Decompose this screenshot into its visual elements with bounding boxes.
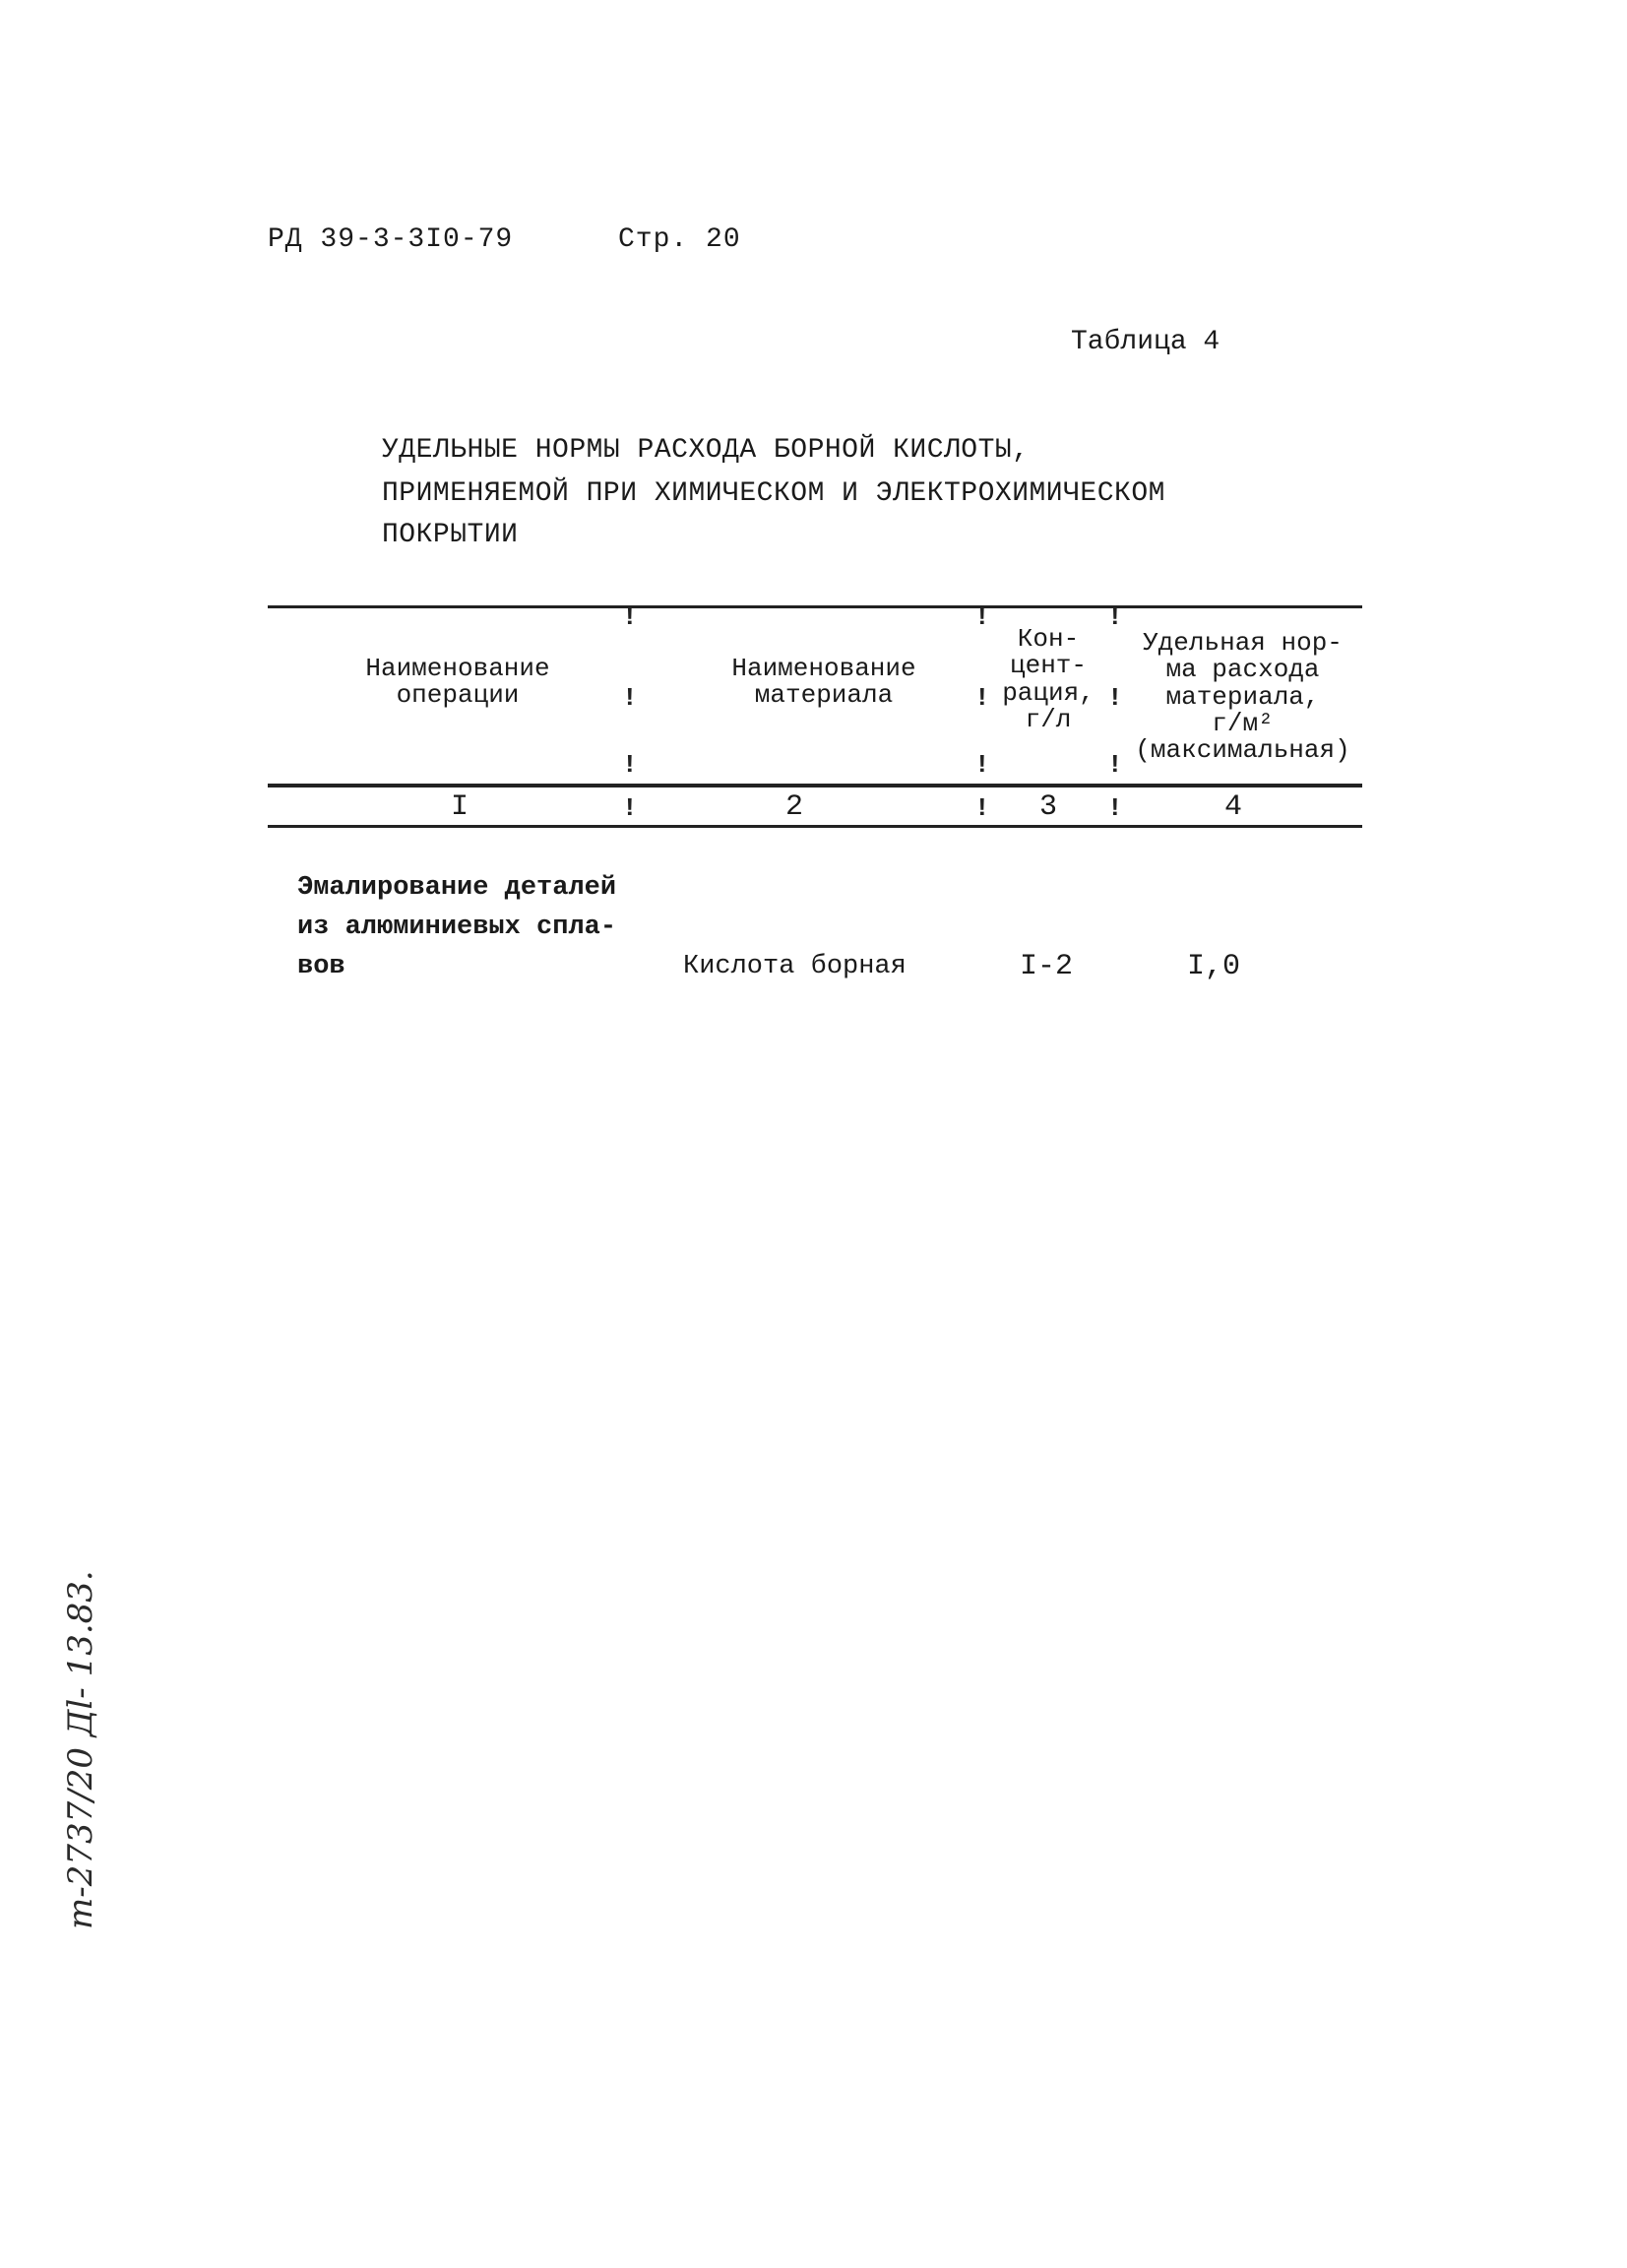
column-separator: ! — [974, 602, 990, 632]
row-norm: I,0 — [1187, 950, 1241, 983]
table-title-line-1: УДЕЛЬНЫЕ НОРМЫ РАСХОДА БОРНОЙ КИСЛОТЫ, — [382, 435, 1030, 466]
cell-text: Эмалирование деталей — [297, 873, 617, 903]
column-number-4: 4 — [1224, 790, 1243, 824]
cell-text: вов — [297, 952, 345, 981]
header-text: (максимальная) — [1135, 735, 1350, 766]
header-text: Наименование — [731, 654, 916, 683]
column-number-3: 3 — [1039, 790, 1058, 824]
document-code: РД 39-3-3I0-79 — [268, 224, 514, 255]
row-operation — [297, 868, 616, 986]
column-separator: ! — [622, 602, 638, 632]
column-separator: ! — [1107, 793, 1123, 823]
header-text: Кон- — [1017, 624, 1080, 654]
column-separator: ! — [622, 683, 638, 713]
column-separator: ! — [622, 793, 638, 823]
table-number-rule — [268, 825, 1362, 828]
header-text: г/м² — [1212, 708, 1274, 738]
header-text: материала — [754, 680, 894, 711]
header-text: Удельная нор- — [1143, 628, 1343, 658]
header-text: Наименование — [365, 654, 550, 683]
row-concentration: I-2 — [1020, 950, 1074, 983]
header-concentration — [994, 626, 1102, 733]
column-separator: ! — [974, 793, 990, 823]
column-separator: ! — [974, 750, 990, 780]
column-separator: ! — [1107, 602, 1123, 632]
margin-handwritten-note: т-2737/20 Дl- 13.83. — [61, 1570, 100, 1929]
header-material — [701, 656, 947, 710]
header-text: операции — [396, 680, 520, 711]
column-separator: ! — [622, 750, 638, 780]
column-separator: ! — [974, 683, 990, 713]
header-operation — [335, 656, 581, 710]
header-text: г/л — [1025, 704, 1072, 734]
header-text: ма расхода — [1165, 655, 1320, 685]
header-text: материала, — [1165, 681, 1320, 712]
header-norm — [1122, 630, 1363, 764]
header-text: цент- — [1009, 651, 1087, 681]
row-material: Кислота борная — [683, 952, 907, 981]
page-number: Стр. 20 — [618, 224, 741, 255]
column-number-1: I — [451, 790, 469, 824]
table-top-rule — [268, 605, 1362, 608]
column-separator: ! — [1107, 683, 1123, 713]
header-text: рация, — [1002, 677, 1095, 708]
column-separator: ! — [1107, 750, 1123, 780]
cell-text: из алюминиевых спла- — [297, 913, 617, 942]
table-number: Таблица 4 — [1071, 327, 1220, 357]
table-title-line-3: ПОКРЫТИИ — [382, 520, 519, 550]
table-title-line-2: ПРИМЕНЯЕМОЙ ПРИ ХИМИЧЕСКОМ И ЭЛЕКТРОХИМИЧЕСКОМ — [382, 478, 1165, 509]
table-header-rule — [268, 784, 1362, 788]
column-number-2: 2 — [785, 790, 804, 824]
